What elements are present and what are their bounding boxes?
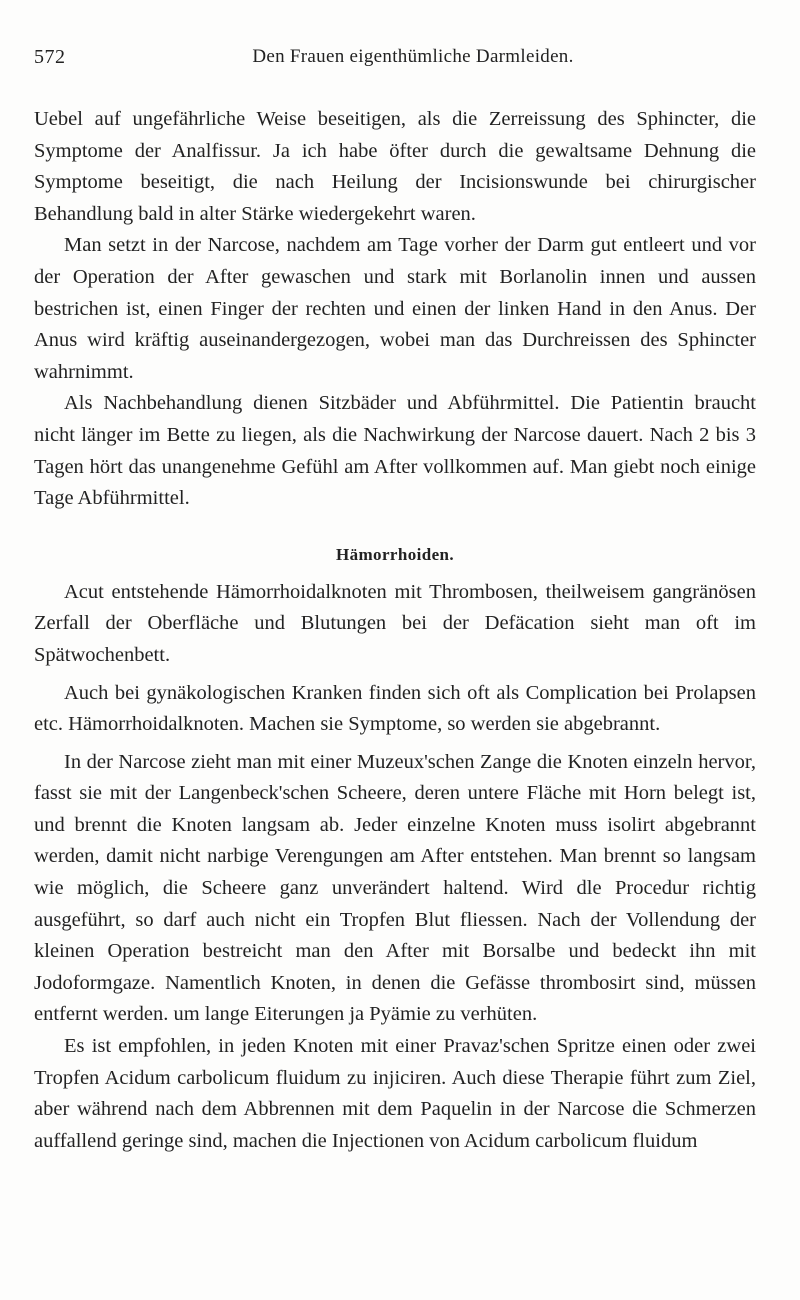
paragraph-injection-therapy: Es ist empfohlen, in jeden Knoten mit einer Pravaz'schen Spritze einen oder zwei Tropfen Acidum carbolicum fluidum zu injiciren. Auch diese Therapie führt zum Ziel, aber während nach dem Abbrennen mit dem Paquelin in der Narcose die Schmerzen auffallend geringe sind, machen die Injectionen von Acidum carbolicum fluidum bbox=[34, 1035, 756, 1152]
body-text bbox=[34, 104, 756, 1157]
paragraph-aftercare: Als Nachbehandlung dienen Sitzbäder und Abführmittel. Die Patientin braucht nicht länger im Bette zu liegen, als die Nachwirkung der Narcose dauert. Nach 2 bis 3 Tagen hört das unangenehme Gefühl am After vollkommen auf. Man giebt noch einige Tage Abführmittel. bbox=[34, 392, 756, 510]
running-title: Den Frauen eigenthümliche Darmleiden. bbox=[252, 46, 574, 67]
paragraph-continuation: Uebel auf ungefährliche Weise beseitigen, als die Zerreissung des Sphincter, die Symptome der Analfissur. Ja ich habe öfter durch die gewaltsame Dehnung die Symptome beseitigt, die nach Heilung der Incisionswunde bei chirurgischer Behandlung bald in alter Stärke wiedergekehrt waren. bbox=[34, 108, 756, 225]
paragraph-narcose-procedure: Man setzt in der Narcose, nachdem am Tage vorher der Darm gut entleert und vor der Operation der After gewaschen und stark mit Borlanolin innen und aussen bestrichen ist, einen Finger der rechten und einen der linken Hand in den Anus. Der Anus wird kräftig auseinandergezogen, wobei man das Durchreissen des Sphincter wahrnimmt. bbox=[34, 234, 756, 383]
section-heading: Hämorrhoiden. bbox=[335, 544, 455, 564]
paragraph-acute-haemorrhoids: Acut entstehende Hämorrhoidalknoten mit Thrombosen, theilweisem gangränösen Zerfall der Oberfläche und Blutungen bei der Defäcation sieht man oft im Spätwochenbett. bbox=[34, 580, 756, 666]
page-number: 572 bbox=[34, 46, 66, 68]
paragraph-cautery-procedure: In der Narcose zieht man mit einer Muzeux'schen Zange die Knoten einzeln hervor, fasst sie mit der Langenbeck'schen Scheere, deren untere Fläche mit Horn belegt ist, und brennt die Knoten langsam ab. Jeder einzelne Knoten muss isolirt abgebrannt werden, damit nicht narbige Verengungen am After entstehen. Man brennt so langsam wie möglich, die Scheere ganz unverändert haltend. Wird dle Procedur richtig ausgeführt, so darf auch nicht ein Tropfen Blut fliessen. Nach der Vollendung der kleinen Operation bestreicht man den After mit Borsalbe und bedeckt ihn mit Jodoformgaze. Namentlich Knoten, in denen die Gefässe thrombosirt sind, müssen entfernt werden. um lange Eiterungen ja Pyämie zu verhüten. bbox=[34, 750, 756, 1026]
paragraph-gynecological: Auch bei gynäkologischen Kranken finden sich oft als Complication bei Prolapsen etc. Hämorrhoidalknoten. Machen sie Symptome, so werden sie abgebrannt. bbox=[34, 681, 756, 736]
running-head bbox=[34, 46, 752, 76]
